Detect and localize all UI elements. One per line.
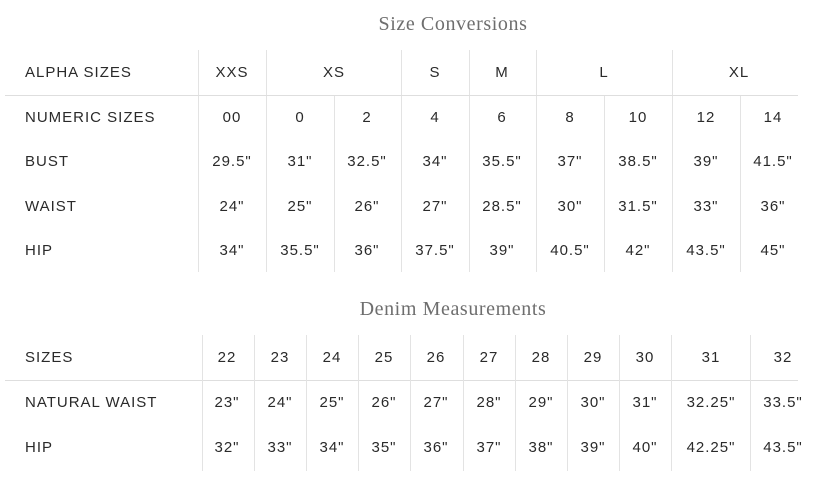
table-cell: 23" <box>214 394 240 411</box>
table-cell: 31 <box>701 349 721 366</box>
column-divider <box>469 96 470 272</box>
table-cell: 24" <box>219 198 245 215</box>
column-divider <box>515 335 516 471</box>
table-cell: 39" <box>693 153 719 170</box>
table-divider <box>5 380 798 381</box>
alpha-size-cell: XS <box>322 64 346 81</box>
column-divider <box>463 335 464 471</box>
table-cell: 27" <box>423 394 449 411</box>
table-cell: 36" <box>423 439 449 456</box>
table-cell: 10 <box>628 109 648 126</box>
table-cell: 32 <box>773 349 793 366</box>
table-cell: 45" <box>760 242 786 259</box>
table-cell: 35.5" <box>482 153 522 170</box>
table-cell: 43.5" <box>763 439 803 456</box>
table-cell: 34" <box>219 242 245 259</box>
table-cell: 30" <box>580 394 606 411</box>
row-label: HIP <box>25 242 54 259</box>
denim-measurements-title: Denim Measurements <box>359 298 547 320</box>
alpha-size-cell: M <box>495 64 509 81</box>
column-divider <box>202 335 203 471</box>
column-divider <box>334 96 335 272</box>
table-cell: 26 <box>426 349 446 366</box>
table-cell: 30 <box>635 349 655 366</box>
alpha-size-cell: XL <box>728 64 750 81</box>
table-cell: 42" <box>625 242 651 259</box>
table-cell: 14 <box>763 109 783 126</box>
column-divider <box>671 335 672 471</box>
table-cell: 8 <box>565 109 575 126</box>
column-divider <box>619 335 620 471</box>
table-cell: 25 <box>374 349 394 366</box>
table-cell: 42.25" <box>686 439 736 456</box>
column-divider <box>401 96 402 272</box>
row-label: NATURAL WAIST <box>25 394 158 411</box>
table-cell: 26" <box>354 198 380 215</box>
column-divider <box>469 50 470 95</box>
table-cell: 29" <box>528 394 554 411</box>
column-divider <box>536 50 537 95</box>
alpha-size-cell: S <box>429 64 441 81</box>
table-cell: 28 <box>531 349 551 366</box>
table-cell: 22 <box>217 349 237 366</box>
table-cell: 27 <box>479 349 499 366</box>
column-divider <box>536 96 537 272</box>
table-cell: 40" <box>632 439 658 456</box>
table-cell: 30" <box>557 198 583 215</box>
table-cell: 33" <box>693 198 719 215</box>
row-label: HIP <box>25 439 54 456</box>
row-label: BUST <box>25 153 70 170</box>
table-cell: 36" <box>354 242 380 259</box>
table-cell: 37.5" <box>415 242 455 259</box>
table-cell: 38" <box>528 439 554 456</box>
column-divider <box>410 335 411 471</box>
table-cell: 4 <box>430 109 440 126</box>
table-cell: 37" <box>476 439 502 456</box>
table-cell: 29.5" <box>212 153 252 170</box>
column-divider <box>198 96 199 272</box>
table-cell: 25" <box>287 198 313 215</box>
table-cell: 34" <box>319 439 345 456</box>
column-divider <box>198 50 199 95</box>
table-cell: 24" <box>267 394 293 411</box>
column-divider <box>604 96 605 272</box>
table-cell: 23 <box>270 349 290 366</box>
table-cell: 24 <box>322 349 342 366</box>
table-cell: 31.5" <box>618 198 658 215</box>
table-cell: 28" <box>476 394 502 411</box>
table-cell: 32.5" <box>347 153 387 170</box>
table-cell: 41.5" <box>753 153 793 170</box>
column-divider <box>740 96 741 272</box>
table-cell: 38.5" <box>618 153 658 170</box>
table-cell: 43.5" <box>686 242 726 259</box>
table-cell: 31" <box>287 153 313 170</box>
table-cell: 6 <box>497 109 507 126</box>
table-cell: 35" <box>371 439 397 456</box>
column-divider <box>254 335 255 471</box>
alpha-size-cell: L <box>599 64 609 81</box>
size-conversions-title: Size Conversions <box>378 13 528 35</box>
table-cell: 32" <box>214 439 240 456</box>
column-divider <box>672 50 673 95</box>
column-divider <box>750 335 751 471</box>
table-cell: 35.5" <box>280 242 320 259</box>
alpha-size-cell: XXS <box>215 64 249 81</box>
table-cell: 28.5" <box>482 198 522 215</box>
table-cell: 33.5" <box>763 394 803 411</box>
table-cell: 37" <box>557 153 583 170</box>
table-cell: 26" <box>371 394 397 411</box>
column-divider <box>567 335 568 471</box>
table-cell: 40.5" <box>550 242 590 259</box>
table-cell: 2 <box>362 109 372 126</box>
table-cell: 36" <box>760 198 786 215</box>
column-divider <box>672 96 673 272</box>
alpha-sizes-label: ALPHA SIZES <box>25 64 132 81</box>
table-cell: 25" <box>319 394 345 411</box>
table-cell: 12 <box>696 109 716 126</box>
table-cell: 33" <box>267 439 293 456</box>
row-label: WAIST <box>25 198 77 215</box>
table-cell: 32.25" <box>686 394 736 411</box>
table-cell: 39" <box>580 439 606 456</box>
table-cell: 31" <box>632 394 658 411</box>
column-divider <box>266 96 267 272</box>
table-cell: 34" <box>422 153 448 170</box>
row-label: SIZES <box>25 349 74 366</box>
row-label: NUMERIC SIZES <box>25 109 156 126</box>
column-divider <box>358 335 359 471</box>
column-divider <box>401 50 402 95</box>
table-cell: 00 <box>222 109 242 126</box>
table-cell: 39" <box>489 242 515 259</box>
table-cell: 0 <box>295 109 305 126</box>
table-cell: 27" <box>422 198 448 215</box>
column-divider <box>266 50 267 95</box>
table-cell: 29 <box>583 349 603 366</box>
column-divider <box>306 335 307 471</box>
